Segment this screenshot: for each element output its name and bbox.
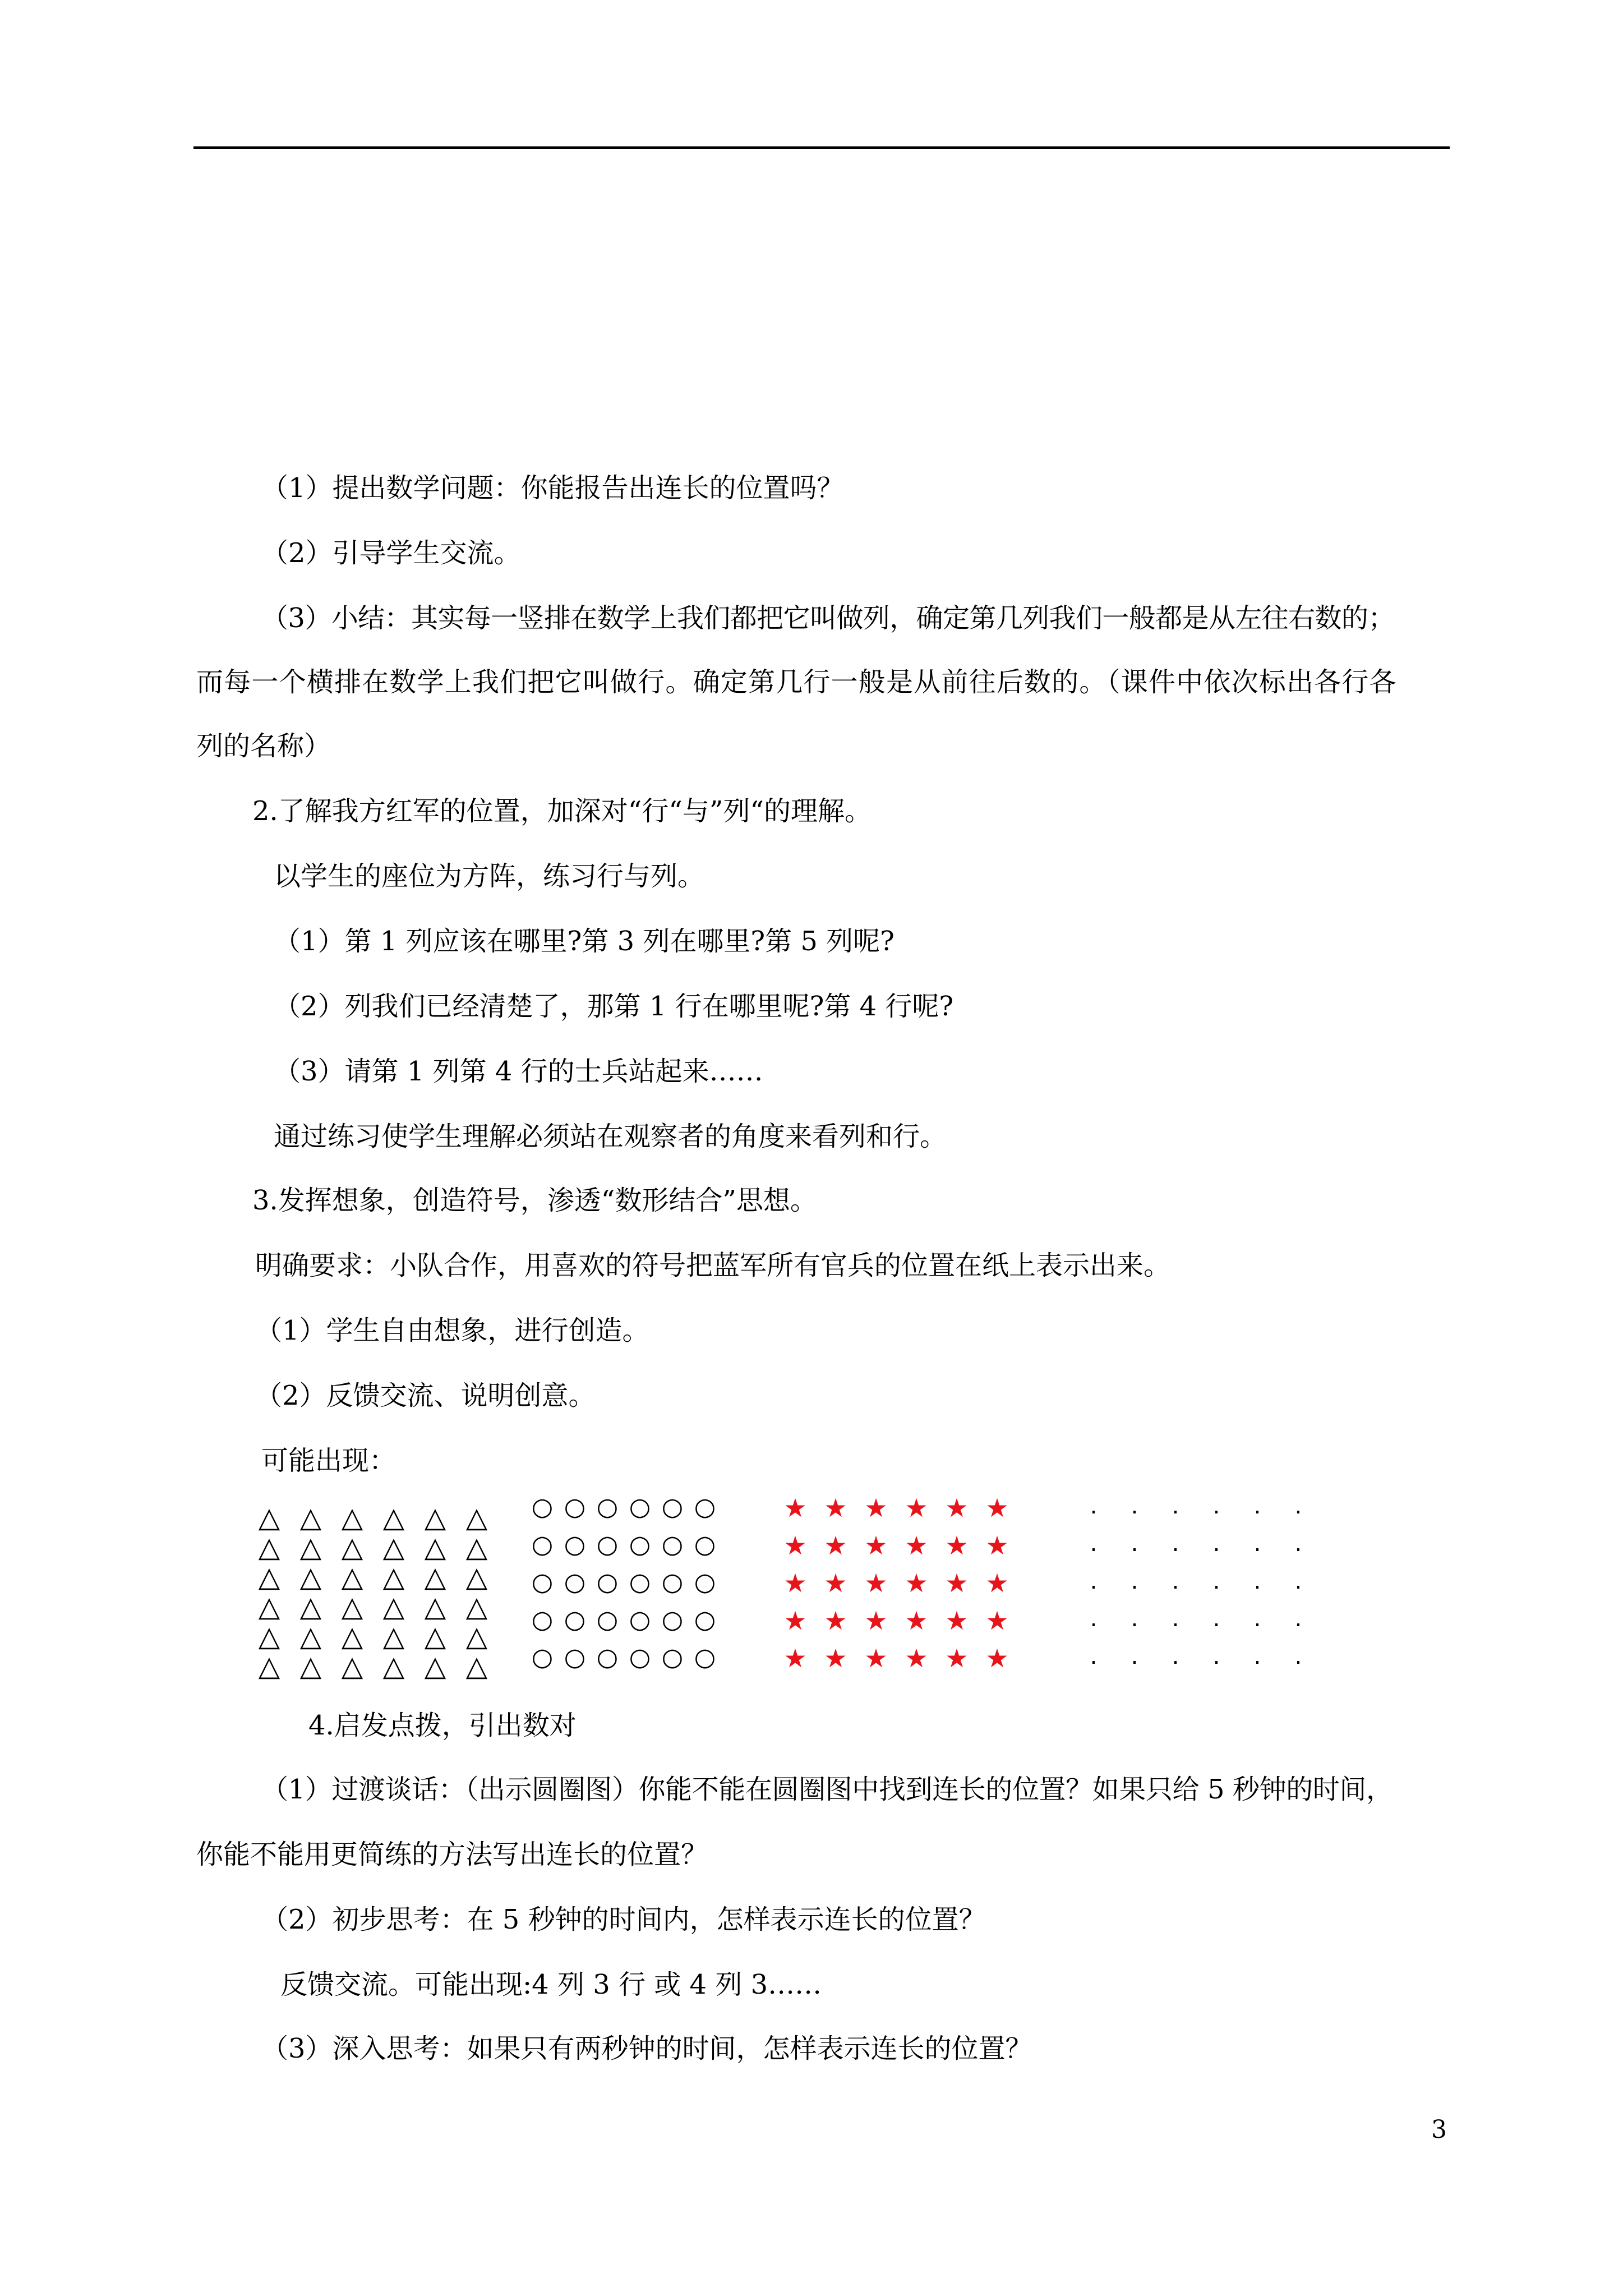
star-symbol: ★: [783, 1530, 807, 1561]
dot-grid: [1082, 1493, 1302, 1686]
triangle-symbol: △: [382, 1620, 405, 1653]
star-symbol: ★: [864, 1605, 888, 1636]
header-rule: [193, 146, 1450, 149]
star-symbol: ★: [824, 1493, 847, 1523]
star-symbol: ★: [945, 1643, 969, 1673]
triangle-symbol: △: [258, 1650, 280, 1682]
dot-symbol: .: [1131, 1493, 1138, 1519]
triangle-symbol: △: [382, 1531, 405, 1563]
triangle-symbol: △: [382, 1650, 405, 1682]
triangle-symbol: △: [299, 1501, 322, 1534]
triangle-symbol: △: [382, 1561, 405, 1593]
dot-symbol: .: [1212, 1644, 1220, 1669]
triangle-symbol: △: [424, 1561, 446, 1593]
dot-symbol: .: [1294, 1531, 1302, 1557]
triangle-symbol: △: [258, 1620, 280, 1653]
circle-symbol: ○: [694, 1605, 716, 1634]
step-1: （1）学生自由想象，进行创造。: [255, 1315, 649, 1346]
dot-symbol: .: [1131, 1644, 1138, 1669]
circle-symbol: ○: [531, 1568, 554, 1596]
star-symbol: ★: [945, 1605, 969, 1636]
star-symbol: ★: [864, 1643, 888, 1673]
paragraph-initial-thinking: （2）初步思考：在 5 秒钟的时间内，怎样表示连长的位置？: [261, 1904, 986, 1935]
star-symbol: ★: [824, 1605, 847, 1636]
dot-symbol: .: [1212, 1531, 1220, 1557]
dot-symbol: .: [1212, 1568, 1220, 1594]
star-symbol: ★: [985, 1643, 1009, 1673]
question-1: （1）第 1 列应该在哪里?第 3 列在哪里?第 5 列呢?: [274, 926, 895, 957]
circle-symbol: ○: [661, 1643, 684, 1672]
dot-symbol: .: [1294, 1606, 1302, 1632]
circle-symbol: ○: [564, 1530, 586, 1559]
triangle-symbol: △: [341, 1561, 363, 1593]
dot-symbol: .: [1253, 1531, 1261, 1557]
circle-symbol: ○: [661, 1530, 684, 1559]
triangle-symbol: △: [465, 1561, 488, 1593]
triangle-symbol: △: [258, 1561, 280, 1593]
circle-symbol: ○: [531, 1643, 554, 1672]
circle-symbol: ○: [531, 1493, 554, 1521]
circle-symbol: ○: [531, 1605, 554, 1634]
star-symbol: ★: [783, 1493, 807, 1523]
triangle-symbol: △: [341, 1590, 363, 1623]
star-symbol: ★: [783, 1568, 807, 1598]
dot-symbol: .: [1131, 1606, 1138, 1632]
dot-symbol: .: [1253, 1644, 1261, 1669]
circle-symbol: ○: [694, 1643, 716, 1672]
circle-grid: [530, 1495, 737, 1686]
triangle-symbol: △: [341, 1531, 363, 1563]
circle-symbol: ○: [596, 1568, 619, 1596]
dot-symbol: .: [1172, 1606, 1179, 1632]
paragraph-3: （3）小结：其实每一竖排在数学上我们都把它叫做列，确定第几列我们一般都是从左往右数的；: [261, 602, 1395, 634]
star-symbol: ★: [824, 1530, 847, 1561]
dot-symbol: .: [1131, 1568, 1138, 1594]
triangle-symbol: △: [424, 1590, 446, 1623]
dot-symbol: .: [1212, 1493, 1220, 1519]
star-symbol: ★: [985, 1493, 1009, 1523]
circle-symbol: ○: [596, 1493, 619, 1521]
paragraph-summary: 通过练习使学生理解必须站在观察者的角度来看列和行。: [274, 1121, 947, 1152]
triangle-symbol: △: [258, 1501, 280, 1534]
triangle-symbol: △: [424, 1650, 446, 1682]
triangle-symbol: △: [465, 1531, 488, 1563]
dot-symbol: .: [1253, 1568, 1261, 1594]
circle-symbol: ○: [564, 1643, 586, 1672]
dot-symbol: .: [1172, 1493, 1179, 1519]
star-symbol: ★: [864, 1530, 888, 1561]
dot-symbol: .: [1090, 1568, 1098, 1594]
star-symbol: ★: [985, 1605, 1009, 1636]
star-symbol: ★: [824, 1643, 847, 1673]
dot-symbol: .: [1172, 1531, 1179, 1557]
star-symbol: ★: [985, 1568, 1009, 1598]
triangle-symbol: △: [424, 1620, 446, 1653]
triangle-symbol: △: [299, 1590, 322, 1623]
star-symbol: ★: [985, 1530, 1009, 1561]
dot-symbol: .: [1172, 1568, 1179, 1594]
circle-symbol: ○: [596, 1530, 619, 1559]
circle-symbol: ○: [661, 1493, 684, 1521]
triangle-symbol: △: [465, 1501, 488, 1534]
section-2-heading: 2.了解我方红军的位置，加深对“行“与”列“的理解。: [252, 795, 872, 827]
circle-symbol: ○: [629, 1643, 651, 1672]
question-3: （3）请第 1 列第 4 行的士兵站起来……: [274, 1056, 763, 1087]
paragraph-3-end: 列的名称）: [196, 730, 331, 762]
triangle-symbol: △: [341, 1501, 363, 1534]
triangle-symbol: △: [382, 1501, 405, 1534]
triangle-symbol: △: [465, 1590, 488, 1623]
circle-symbol: ○: [629, 1605, 651, 1634]
step-2: （2）反馈交流、说明创意。: [255, 1380, 596, 1411]
star-symbol: ★: [864, 1568, 888, 1598]
star-symbol: ★: [945, 1493, 969, 1523]
dot-symbol: .: [1253, 1493, 1261, 1519]
star-symbol: ★: [945, 1568, 969, 1598]
triangle-symbol: △: [299, 1650, 322, 1682]
paragraph-seat-practice: 以学生的座位为方阵，练习行与列。: [274, 861, 705, 892]
triangle-grid: [255, 1503, 508, 1688]
circle-symbol: ○: [596, 1605, 619, 1634]
dot-symbol: .: [1172, 1644, 1179, 1669]
triangle-symbol: △: [258, 1590, 280, 1623]
triangle-symbol: △: [382, 1590, 405, 1623]
star-symbol: ★: [783, 1643, 807, 1673]
circle-symbol: ○: [694, 1493, 716, 1521]
circle-symbol: ○: [531, 1530, 554, 1559]
paragraph-transition: （1）过渡谈话：（出示圆圈图）你能不能在圆圈图中找到连长的位置？如果只给 5 秒钟的时间，: [261, 1774, 1393, 1805]
paragraph-feedback: 反馈交流。可能出现:4 列 3 行 或 4 列 3……: [280, 1969, 822, 2000]
triangle-symbol: △: [299, 1561, 322, 1593]
dot-symbol: .: [1294, 1644, 1302, 1669]
triangle-symbol: △: [341, 1620, 363, 1653]
page-number: 3: [1431, 2115, 1447, 2144]
triangle-symbol: △: [465, 1620, 488, 1653]
possible-outcomes-label: 可能出现：: [261, 1445, 396, 1476]
circle-symbol: ○: [629, 1568, 651, 1596]
triangle-symbol: △: [465, 1650, 488, 1682]
paragraph-1: （1）提出数学问题：你能报告出连长的位置吗？: [261, 472, 844, 504]
dot-symbol: .: [1090, 1493, 1098, 1519]
dot-symbol: .: [1294, 1493, 1302, 1519]
star-symbol: ★: [905, 1568, 928, 1598]
triangle-symbol: △: [258, 1531, 280, 1563]
circle-symbol: ○: [596, 1643, 619, 1672]
dot-symbol: .: [1131, 1531, 1138, 1557]
triangle-symbol: △: [424, 1501, 446, 1534]
star-symbol: ★: [905, 1530, 928, 1561]
paragraph-3-cont: 而每一个横排在数学上我们把它叫做行。确定第几行一般是从前往后数的。（课件中依次标出各行各: [196, 666, 1397, 698]
circle-symbol: ○: [661, 1605, 684, 1634]
section-4-heading: 4.启发点拨，引出数对: [308, 1710, 577, 1741]
star-symbol: ★: [864, 1493, 888, 1523]
section-3-heading: 3.发挥想象，创造符号，渗透“数形结合”思想。: [252, 1185, 817, 1216]
paragraph-2: （2）引导学生交流。: [261, 537, 521, 569]
dot-symbol: .: [1294, 1568, 1302, 1594]
star-symbol: ★: [783, 1605, 807, 1636]
star-symbol: ★: [905, 1605, 928, 1636]
circle-symbol: ○: [694, 1568, 716, 1596]
star-symbol: ★: [905, 1643, 928, 1673]
dot-symbol: .: [1090, 1531, 1098, 1557]
dot-symbol: .: [1212, 1606, 1220, 1632]
dot-symbol: .: [1090, 1644, 1098, 1669]
circle-symbol: ○: [564, 1493, 586, 1521]
star-symbol: ★: [945, 1530, 969, 1561]
circle-symbol: ○: [661, 1568, 684, 1596]
star-symbol: ★: [905, 1493, 928, 1523]
star-grid: [782, 1495, 1007, 1686]
dot-symbol: .: [1090, 1606, 1098, 1632]
dot-symbol: .: [1253, 1606, 1261, 1632]
star-symbol: ★: [824, 1568, 847, 1598]
triangle-symbol: △: [299, 1531, 322, 1563]
triangle-symbol: △: [341, 1650, 363, 1682]
triangle-symbol: △: [424, 1531, 446, 1563]
paragraph-transition-cont: 你能不能用更简练的方法写出连长的位置？: [196, 1839, 708, 1870]
question-2: （2）列我们已经清楚了，那第 1 行在哪里呢?第 4 行呢?: [274, 991, 954, 1022]
circle-symbol: ○: [629, 1530, 651, 1559]
paragraph-requirement: 明确要求：小队合作，用喜欢的符号把蓝军所有官兵的位置在纸上表示出来。: [255, 1250, 1171, 1281]
circle-symbol: ○: [694, 1530, 716, 1559]
paragraph-deep-thinking: （3）深入思考：如果只有两秒钟的时间，怎样表示连长的位置？: [261, 2033, 1032, 2064]
circle-symbol: ○: [564, 1568, 586, 1596]
triangle-symbol: △: [299, 1620, 322, 1653]
circle-symbol: ○: [629, 1493, 651, 1521]
circle-symbol: ○: [564, 1605, 586, 1634]
